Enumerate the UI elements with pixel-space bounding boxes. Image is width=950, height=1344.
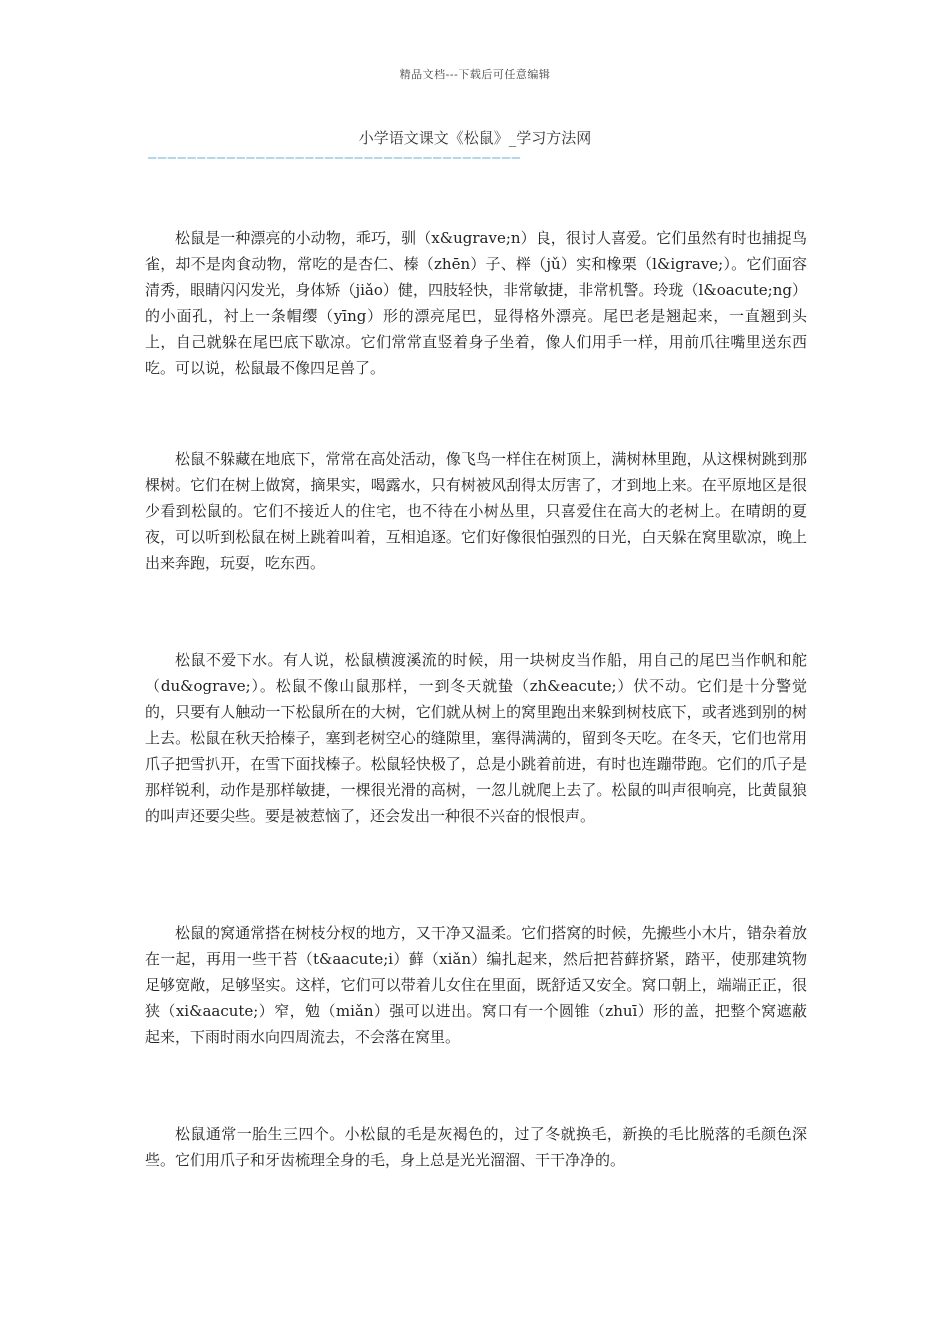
paragraph-2: 松鼠不躲藏在地底下，常常在高处活动，像飞鸟一样住在树顶上，满树林里跑，从这棵树跳到那棵树。它们在树上做窝，摘果实，喝露水，只有树被风刮得太厉害了，才到地上来。在平原地区是很少看到松鼠的。它们不接近人的住宅，也不待在小树丛里，只喜爱住在高大的老树上。在晴朗的夏夜，可以听到松鼠在树上跳着叫着，互相追逐。它们好像很怕强烈的日光，白天躲在窝里歇凉，晚上出来奔跑，玩耍，吃东西。 (145, 450, 807, 572)
page-title: 小学语文课文《松鼠》_学习方法网 (358, 129, 592, 147)
paragraph-3: 松鼠不爱下水。有人说，松鼠横渡溪流的时候，用一块树皮当作船，用自己的尾巴当作帆和舵（du&ograve;）。松鼠不像山鼠那样，一到冬天就蛰（zh&eacute;）伏不动。它们是十分警觉的，只要有人触动一下松鼠所在的大树，它们就从树上的窝里跑出来躲到树枝底下，或者逃到别的树上去。松鼠在秋天拾榛子，塞到老树空心的缝隙里，塞得满满的，留到冬天吃。在冬天，它们也常用爪子把雪扒开，在雪下面找榛子。松鼠轻快极了，总是小跳着前进，有时也连蹦带跑。它们的爪子是那样锐利，动作是那样敏捷，一棵很光滑的高树，一忽儿就爬上去了。松鼠的叫声很响亮，比黄鼠狼的叫声还要尖些。要是被惹恼了，还会发出一种很不兴奋的恨恨声。 (145, 651, 807, 825)
paragraph-1: 松鼠是一种漂亮的小动物，乖巧，驯（x&ugrave;n）良，很讨人喜爱。它们虽然有时也捕捉鸟雀，却不是肉食动物，常吃的是杏仁、榛（zhēn）子、榉（jǔ）实和橡栗（l&igrave;）。它们面容清秀，眼睛闪闪发光，身体矫（jiǎo）健，四肢轻快，非常敏捷，非常机警。玲珑（l&oacute;ng）的小面孔，衬上一条帽缨（yīng）形的漂亮尾巴，显得格外漂亮。尾巴老是翘起来，一直翘到头上，自己就躲在尾巴底下歇凉。它们常常直竖着身子坐着，像人们用手一样，用前爪往嘴里送东西吃。可以说，松鼠最不像四足兽了。 (145, 229, 807, 377)
title-underline: —————————————————————————————————————— (148, 150, 522, 166)
header-note: 精品文档---下载后可任意编辑 (399, 68, 551, 81)
paragraph-4: 松鼠的窝通常搭在树枝分杈的地方，又干净又温柔。它们搭窝的时候，先搬些小木片，错杂着放在一起，再用一些干苔（t&aacute;i）藓（xiǎn）编扎起来，然后把苔藓挤紧，踏平，使那建筑物足够宽敞，足够坚实。这样，它们可以带着儿女住在里面，既舒适又安全。窝口朝上，端端正正，很狭（xi&aacute;）窄，勉（miǎn）强可以进出。窝口有一个圆锥（zhuī）形的盖，把整个窝遮蔽起来，下雨时雨水向四周流去，不会落在窝里。 (145, 924, 807, 1046)
paragraph-5: 松鼠通常一胎生三四个。小松鼠的毛是灰褐色的，过了冬就换毛，新换的毛比脱落的毛颜色深些。它们用爪子和牙齿梳理全身的毛，身上总是光光溜溜、干干净净的。 (145, 1125, 807, 1169)
